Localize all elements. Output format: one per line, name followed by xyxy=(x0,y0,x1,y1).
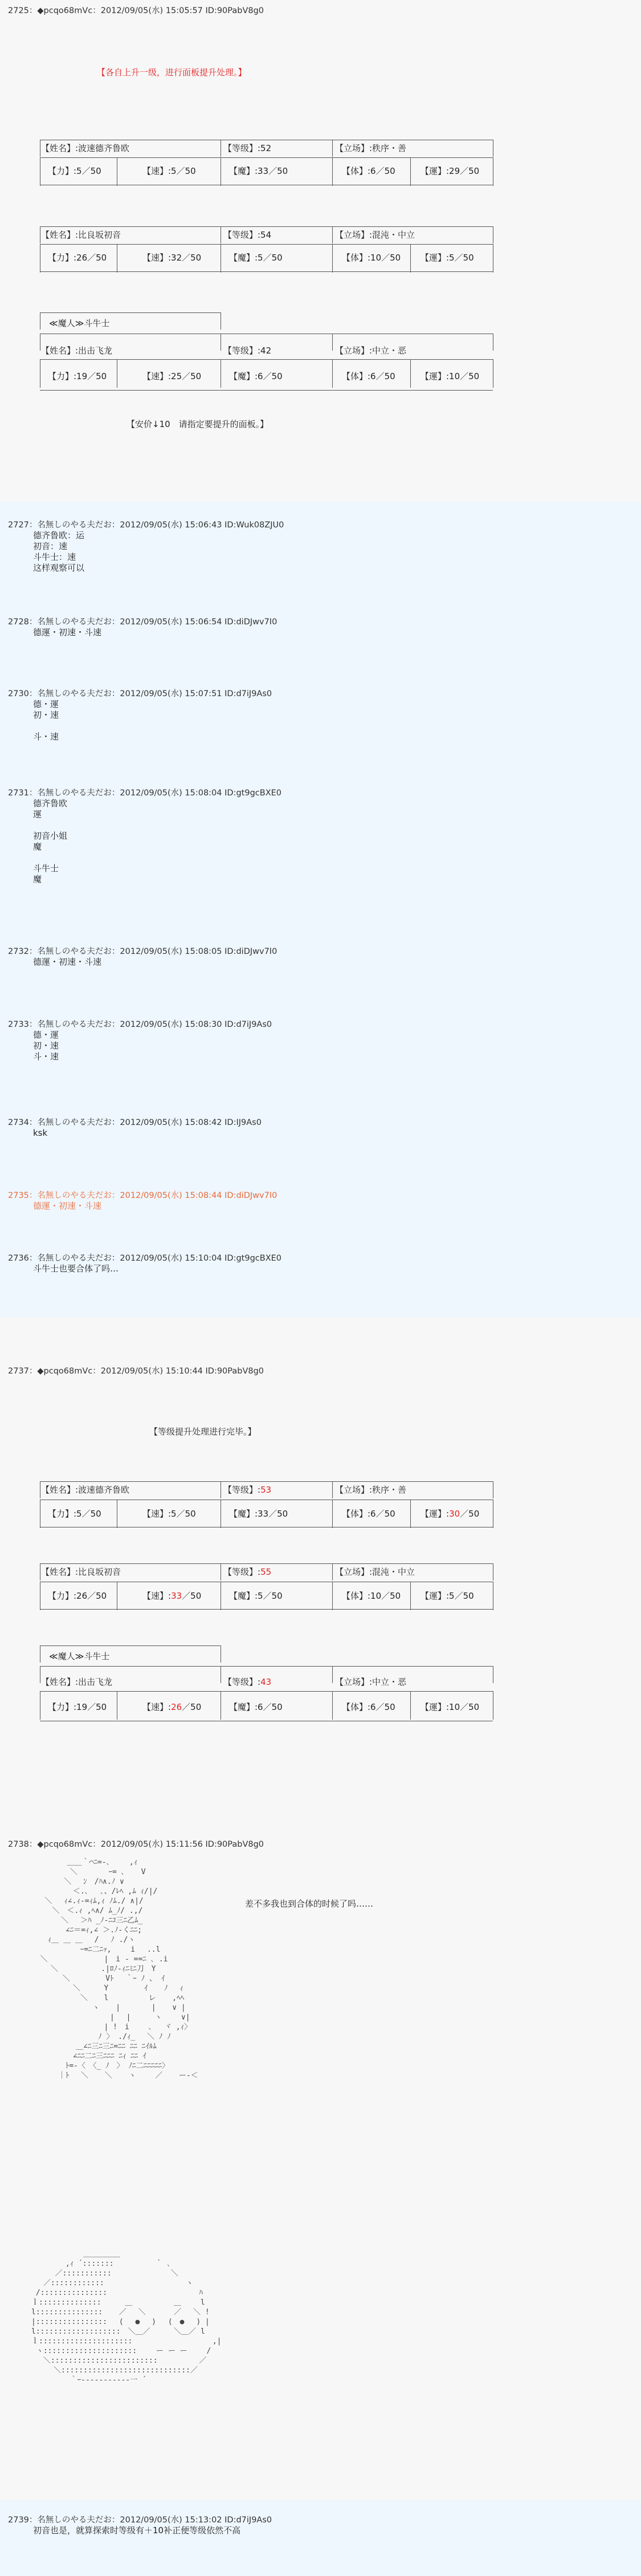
footer-prompt: 【安价↓10 请指定要提升的面板。】 xyxy=(126,419,269,429)
label-top-border xyxy=(40,312,221,313)
level-cell: 【等级】:42 xyxy=(223,346,272,356)
alignment-cell: 【立场】:秩序・善 xyxy=(335,143,407,153)
table-top-border xyxy=(40,1481,493,1482)
luk-label: 【運】: xyxy=(420,1509,450,1519)
species-label: ≪魔人≫斗牛士 xyxy=(49,1651,110,1661)
str-cell: 【力】:5／50 xyxy=(48,1509,101,1519)
alignment-cell: 【立场】:中立・恶 xyxy=(335,1677,407,1687)
level-cell xyxy=(223,1567,271,1578)
spd-cell: 【速】:5／50 xyxy=(142,166,196,176)
vit-cell: 【体】:6／50 xyxy=(342,371,395,381)
post-body-highlighted: 德運・初速・斗速 xyxy=(33,1201,102,1211)
level-label: 【等级】: xyxy=(223,1567,261,1577)
post-header: 2736：名無しのやる夫だお：2012/09/05(水) 15:10:04 ID:gt9gcBXE0 xyxy=(8,1254,282,1263)
post-header: 2728：名無しのやる夫だお：2012/09/05(水) 15:06:54 ID:diDJwv7I0 xyxy=(8,617,277,627)
spd-value-changed: 33 xyxy=(171,1591,182,1601)
table-mid-border xyxy=(40,157,493,158)
spd-cell xyxy=(142,1702,201,1713)
str-cell: 【力】:26／50 xyxy=(48,253,107,263)
mag-cell: 【魔】:33／50 xyxy=(229,1509,288,1519)
table-mid-border xyxy=(40,1691,493,1692)
post-body: 德齐鲁欧 運 初音小姐 魔 斗牛士 魔 xyxy=(33,798,68,884)
table-top-border xyxy=(40,226,493,227)
name-cell: 【姓名】:出击飞龙 xyxy=(41,346,113,356)
level-value-changed: 55 xyxy=(260,1567,272,1577)
post-2737 xyxy=(0,1317,641,1813)
table-row xyxy=(40,1565,493,1579)
mag-cell: 【魔】:33／50 xyxy=(229,166,288,176)
name-cell: 【姓名】:比良坂初音 xyxy=(41,230,121,240)
table-row xyxy=(40,251,493,265)
spd-max: ／50 xyxy=(182,1702,202,1712)
table-row xyxy=(40,344,493,357)
post-header: 2734：名無しのやる夫だお：2012/09/05(水) 15:08:42 ID:IJ9As0 xyxy=(8,1118,262,1127)
post-body: ksk xyxy=(33,1128,48,1138)
luk-value-changed: 30 xyxy=(449,1509,460,1519)
reply-block xyxy=(0,502,641,1317)
alignment-cell: 【立场】:秩序・善 xyxy=(335,1485,407,1495)
level-value-changed: 53 xyxy=(260,1485,272,1495)
post-body: 德・運 初・速 斗・速 xyxy=(33,1030,59,1062)
name-cell: 【姓名】:波速德齐鲁欧 xyxy=(41,143,130,153)
post-body: 斗牛士也要合体了吗… xyxy=(33,1263,119,1274)
spd-cell: 【速】:32／50 xyxy=(142,253,202,263)
luk-cell: 【運】:10／50 xyxy=(420,371,480,381)
vit-cell: 【体】:10／50 xyxy=(342,1591,401,1601)
ascii-art-character: ＿＿｀⌒ﾆ=-､ ,ｨ ＼ ｰ= ､ V ＼ ﾝ /ﾊ∧.ﾉ ∨ ＜.､ ､、/ﾚﾍ ,ﾑ ｨ/|/ ＼ ｨ∠.ｨ-=ｨﾑ,ｨ ﾉﾑ./ ∧|/ ＼ ＜.ｨ ,ﾍ∧/ ﾑ_ﾉ/ .,/ ＼ ＞ﾊ _ﾉ-ﾆｺ三ﾆ乙ﾑ_ ∠ﾆ＝=ｨ,∠ ＞.ﾉ-くﾆﾆ; ｨ＿ ＿ ＿ / ﾉ ./ヽ ｰ=ﾆ二ﾆｯ, i ..l ＼ | i - ==ﾆ ､ .i ＼ .|ﾛﾉ-ｨﾆﾐﾆ刀 Y ＼ Vﾄ ｀ｰ ﾉ 、 ｲ ＼ Y ｲ ﾉ ｨ ＼ l レ ,ﾍﾍ ヽ | | ∨ | | | ヽ ∨| | ! i ､ ヾ ,ｨ〉 ﾉ 〉 ./ｨ_ ＼ ﾉ ﾉ ＿∠ﾆ三ﾆ三ﾆ=ﾆﾆ ﾆﾆ ﾆｲﾙﾑ ∠ﾆﾆ二ﾆ三ﾆﾆﾆ ﾆｨ ﾆﾆ ｲ ﾄ=-〈 〈_ ﾉ 〉 ﾉﾆ二ﾆﾆﾆﾆﾆ〉 ｜ﾄ ＼ ＼ ヽ ／ ー-＜ xyxy=(40,1858,198,2080)
post-header-highlighted: 2735：名無しのやる夫だお：2012/09/05(水) 15:08:44 ID:diDJwv7I0 xyxy=(8,1191,277,1200)
spd-cell: 【速】:5／50 xyxy=(142,1509,196,1519)
luk-cell: 【運】:10／50 xyxy=(420,1702,480,1712)
alignment-cell: 【立场】:混沌・中立 xyxy=(335,1567,415,1577)
post-header: 2738：◆pcqo68mVc：2012/09/05(水) 15:11:56 ID:90PabV8g0 xyxy=(8,1840,264,1849)
post-body: 初音也是，就算探索时等级有＋10补正便等级依然不高 xyxy=(33,2525,241,2536)
speech-text: 差不多我也到合体的时候了吗…… xyxy=(245,1899,374,1909)
table-top-border xyxy=(40,1563,493,1564)
mag-cell: 【魔】:5／50 xyxy=(229,1591,283,1601)
name-cell: 【姓名】:出击飞龙 xyxy=(41,1677,113,1687)
str-cell: 【力】:5／50 xyxy=(48,166,101,176)
label-top-border xyxy=(40,1645,221,1646)
alignment-cell: 【立场】:中立・恶 xyxy=(335,346,407,356)
post-header: 2732：名無しのやる夫だお：2012/09/05(水) 15:08:05 ID:diDJwv7I0 xyxy=(8,947,277,956)
table-row xyxy=(40,369,493,383)
luk-cell: 【運】:29／50 xyxy=(420,166,480,176)
post-body: 德運・初速・斗速 xyxy=(33,957,102,967)
level-cell: 【等级】:52 xyxy=(223,143,272,153)
spd-value-changed: 26 xyxy=(171,1702,182,1712)
mag-cell: 【魔】:5／50 xyxy=(229,253,283,263)
table-row xyxy=(40,1507,493,1521)
luk-cell xyxy=(420,1509,479,1519)
mag-cell: 【魔】:6／50 xyxy=(229,1702,283,1712)
table-row xyxy=(40,1483,493,1497)
notice-text: 【各自上升一级，进行面板提升处理。】 xyxy=(97,67,247,78)
post-body: 德齐鲁欧：运 初音：速 斗牛士：速 这样观察可以 xyxy=(33,530,85,573)
post-body: 德・運 初・速 斗・速 xyxy=(33,699,59,742)
post-header: 2725：◆pcqo68mVc：2012/09/05(水) 15:05:57 ID:90PabV8g0 xyxy=(8,6,264,15)
table-bottom-border xyxy=(40,271,493,272)
str-cell: 【力】:26／50 xyxy=(48,1591,107,1601)
level-cell xyxy=(223,1677,271,1688)
table-mid-border xyxy=(40,359,493,360)
vit-cell: 【体】:10／50 xyxy=(342,253,401,263)
luk-cell: 【運】:5／50 xyxy=(420,1591,474,1601)
luk-max: ／50 xyxy=(460,1509,480,1519)
post-2738 xyxy=(0,1813,641,2500)
vit-cell: 【体】:6／50 xyxy=(342,1509,395,1519)
notice-text: 【等级提升处理进行完毕。】 xyxy=(149,1427,256,1437)
name-cell: 【姓名】:比良坂初音 xyxy=(41,1567,121,1577)
post-header: 2737：◆pcqo68mVc：2012/09/05(水) 15:10:44 ID:90PabV8g0 xyxy=(8,1367,264,1376)
vit-cell: 【体】:6／50 xyxy=(342,166,395,176)
str-cell: 【力】:19／50 xyxy=(48,1702,107,1712)
name-cell: 【姓名】:波速德齐鲁欧 xyxy=(41,1485,130,1495)
level-cell xyxy=(223,1485,271,1496)
spd-max: ／50 xyxy=(182,1591,202,1601)
post-header: 2727：名無しのやる夫だお：2012/09/05(水) 15:06:43 ID:Wuk08ZJU0 xyxy=(8,521,284,530)
luk-cell: 【運】:5／50 xyxy=(420,253,474,263)
table-row xyxy=(40,1589,493,1603)
level-label: 【等级】: xyxy=(223,1677,261,1687)
table-top-border xyxy=(40,1666,493,1667)
post-header: 2739：名無しのやる夫だお：2012/09/05(水) 15:13:02 ID:d7iJ9As0 xyxy=(8,2516,272,2525)
table-bottom-border xyxy=(40,1609,493,1610)
mag-cell: 【魔】:6／50 xyxy=(229,371,283,381)
post-body: 德運・初速・斗速 xyxy=(33,627,102,637)
post-header: 2730：名無しのやる夫だお：2012/09/05(水) 15:07:51 ID:d7iJ9As0 xyxy=(8,689,272,698)
species-label: ≪魔人≫斗牛士 xyxy=(49,318,110,328)
table-row xyxy=(40,1700,493,1714)
table-row xyxy=(40,164,493,178)
table-row xyxy=(40,1675,493,1689)
table-mid-border xyxy=(40,244,493,245)
table-row xyxy=(40,141,493,155)
spd-cell xyxy=(142,1591,201,1602)
reply-block xyxy=(0,2500,641,2576)
table-bottom-border xyxy=(40,390,493,391)
alignment-cell: 【立场】:混沌・中立 xyxy=(335,230,415,240)
spd-label: 【速】: xyxy=(142,1702,172,1712)
spd-label: 【速】: xyxy=(142,1591,172,1601)
str-cell: 【力】:19／50 xyxy=(48,371,107,381)
ascii-art-face: ＿＿＿＿＿ ,ｨ ´::::::: ｀ ､ ／::::::::::: ＼ ／:::::::::::: ヽ /::::::::::::::: ﾊ ｌ:::::::::::::: ＿ ＿ l l::::::::::::::: ／ ＼ ／ ＼ ! |:::::::::::::::: ( ● ) ( ● ) | l::::::::::::::::::: ＼＿／ ＼＿／ l ｌ::::::::::::::::::::: ,| ヽ::::::::::::::::::::: ー ー ー / ＼:::::::::::::::::::::::: ／ ＼:::::::::::::::::::::::::::::／ ｀ｰ-----------一 ´ xyxy=(31,2250,222,2384)
post-header: 2731：名無しのやる夫だお：2012/09/05(水) 15:08:04 ID:gt9gcBXE0 xyxy=(8,789,282,798)
level-label: 【等级】: xyxy=(223,1485,261,1495)
vit-cell: 【体】:6／50 xyxy=(342,1702,395,1712)
level-value-changed: 43 xyxy=(260,1677,272,1687)
post-2725 xyxy=(0,0,641,502)
spd-cell: 【速】:25／50 xyxy=(142,371,202,381)
table-row xyxy=(40,228,493,242)
level-cell: 【等级】:54 xyxy=(223,230,272,240)
post-header: 2733：名無しのやる夫だお：2012/09/05(水) 15:08:30 ID:d7iJ9As0 xyxy=(8,1020,272,1029)
